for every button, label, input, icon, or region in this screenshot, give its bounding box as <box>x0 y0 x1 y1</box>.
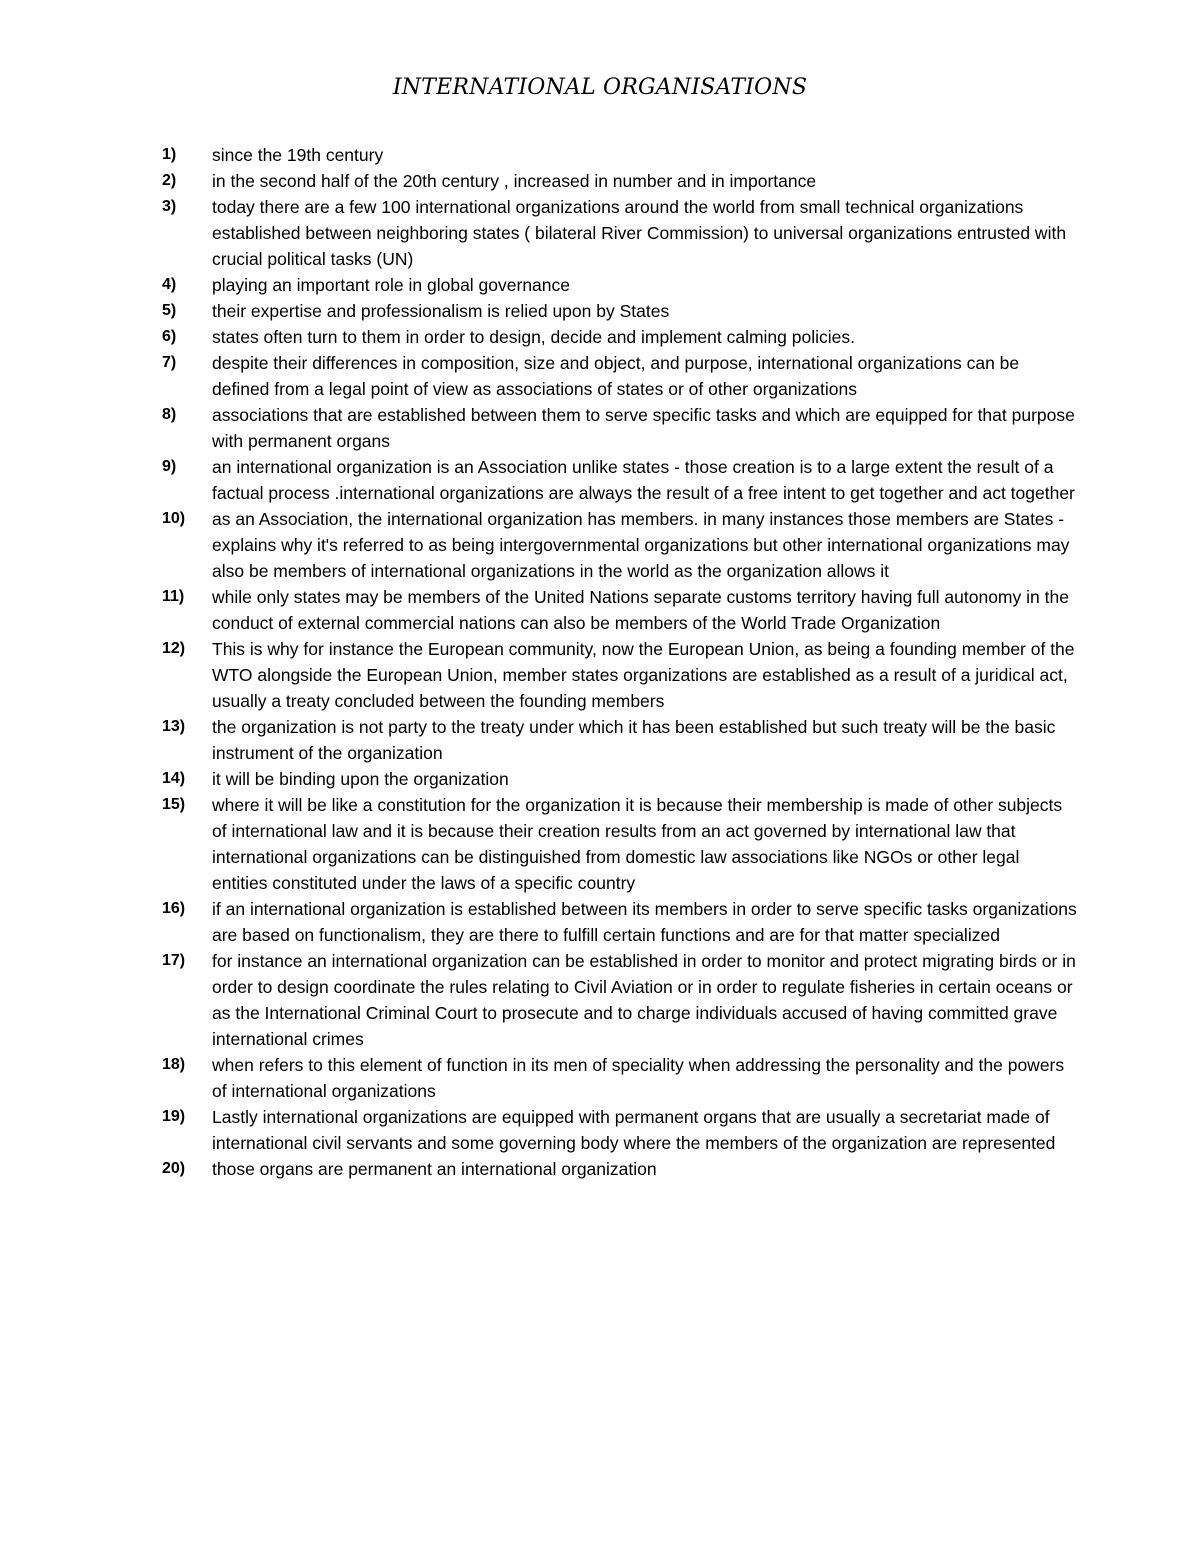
list-item-text: despite their differences in composition, size and object, and purpose, international organizations can be defined from a legal point of view as associations of states or of other organizations <box>212 353 1020 399</box>
list-item <box>0 636 1077 714</box>
list-item-text: it will be binding upon the organization <box>212 769 509 789</box>
list-item <box>0 948 1077 1052</box>
list-item-number: 15) <box>162 796 186 813</box>
list-item <box>0 168 1077 194</box>
page-title: INTERNATIONAL ORGANISATIONS <box>392 75 808 100</box>
list-item-number: 4) <box>162 276 177 293</box>
list-item <box>0 272 1077 298</box>
list-item-number: 3) <box>162 198 177 215</box>
list-item-text: in the second half of the 20th century , increased in number and in importance <box>212 171 817 191</box>
list-item <box>0 506 1077 584</box>
list-item <box>0 194 1077 272</box>
list-item-text: Lastly international organizations are equipped with permanent organs that are usually a secretariat made of international civil servants and some governing body where the members of the organization are represented <box>212 1107 1056 1153</box>
list-item-number: 11) <box>162 588 185 605</box>
list-item-text: as an Association, the international organization has members. in many instances those members are States - explains why it's referred to as being intergovernmental organizations but other international organizations may also be members of international organizations in the world as the organization allows it <box>212 509 1070 581</box>
list-item-text: if an international organization is established between its members in order to serve specific tasks organizations are based on functionalism, they are there to fulfill certain functions and are for that matter specialized <box>212 899 1077 945</box>
list-item <box>0 792 1077 896</box>
list-item-text: their expertise and professionalism is relied upon by States <box>212 301 670 321</box>
list-item-number: 14) <box>162 770 186 787</box>
list-item <box>0 350 1077 402</box>
list-item <box>0 584 1077 636</box>
list-item-text: an international organization is an Association unlike states - those creation is to a large extent the result of a factual process .international organizations are always the result of a free intent to get together and act together <box>212 457 1075 503</box>
list-item-text: those organs are permanent an international organization <box>212 1159 657 1179</box>
list-item-text: This is why for instance the European community, now the European Union, as being a founding member of the WTO alongside the European Union, member states organizations are established as a result of a juridical act, usually a treaty concluded between the founding members <box>212 639 1075 711</box>
list-item <box>0 766 1077 792</box>
list-item-number: 12) <box>162 640 186 657</box>
list-item-number: 9) <box>162 458 177 475</box>
list-item-text: playing an important role in global governance <box>212 275 571 295</box>
list-item-text: today there are a few 100 international organizations around the world from small technical organizations established between neighboring states ( bilateral River Commission) to universal organizations entrusted with crucial political tasks (UN) <box>212 197 1067 269</box>
list-item <box>0 324 1077 350</box>
list-item-number: 16) <box>162 900 186 917</box>
list-item-number: 20) <box>162 1160 186 1177</box>
list-item <box>0 896 1077 948</box>
list-item-number: 7) <box>162 354 177 371</box>
list-item <box>0 1156 1077 1182</box>
list-item-number: 5) <box>162 302 177 319</box>
list-item <box>0 454 1077 506</box>
list-item <box>0 402 1077 454</box>
list-item-text: for instance an international organization can be established in order to monitor and protect migrating birds or in order to design coordinate the rules relating to Civil Aviation or in order to regulate fisheries in certain oceans or as the International Criminal Court to prosecute and to charge individuals accused of having committed grave international crimes <box>212 951 1076 1049</box>
list-item <box>0 1104 1077 1156</box>
list-item <box>0 714 1077 766</box>
list-item-text: associations that are established between them to serve specific tasks and which are equipped for that purpose with permanent organs <box>212 405 1075 451</box>
list-item-text: since the 19th century <box>212 145 384 165</box>
list-item-text: states often turn to them in order to design, decide and implement calming policies. <box>212 327 855 347</box>
list-item <box>0 142 1077 168</box>
list-item-number: 6) <box>162 328 177 345</box>
list-item <box>0 1052 1077 1104</box>
list-item-text: while only states may be members of the United Nations separate customs territory having full autonomy in the conduct of external commercial nations can also be members of the World Trade Organization <box>212 587 1069 633</box>
list-item-number: 2) <box>162 172 177 189</box>
list-item-text: when refers to this element of function in its men of speciality when addressing the personality and the powers of international organizations <box>212 1055 1065 1101</box>
numbered-list <box>0 142 1200 1182</box>
list-item-number: 8) <box>162 406 177 423</box>
list-item-number: 17) <box>162 952 186 969</box>
list-item-number: 19) <box>162 1108 186 1125</box>
list-item-text: where it will be like a constitution for the organization it is because their membership is made of other subjects of international law and it is because their creation results from an act governed by international law that international organizations can be distinguished from domestic law associations like NGOs or other legal entities constituted under the laws of a specific country <box>212 795 1063 893</box>
list-item-number: 1) <box>162 146 177 163</box>
list-item-number: 18) <box>162 1056 186 1073</box>
list-item-text: the organization is not party to the treaty under which it has been established but such treaty will be the basic instrument of the organization <box>212 717 1056 763</box>
list-item-number: 10) <box>162 510 186 527</box>
list-item-number: 13) <box>162 718 186 735</box>
list-item <box>0 298 1077 324</box>
